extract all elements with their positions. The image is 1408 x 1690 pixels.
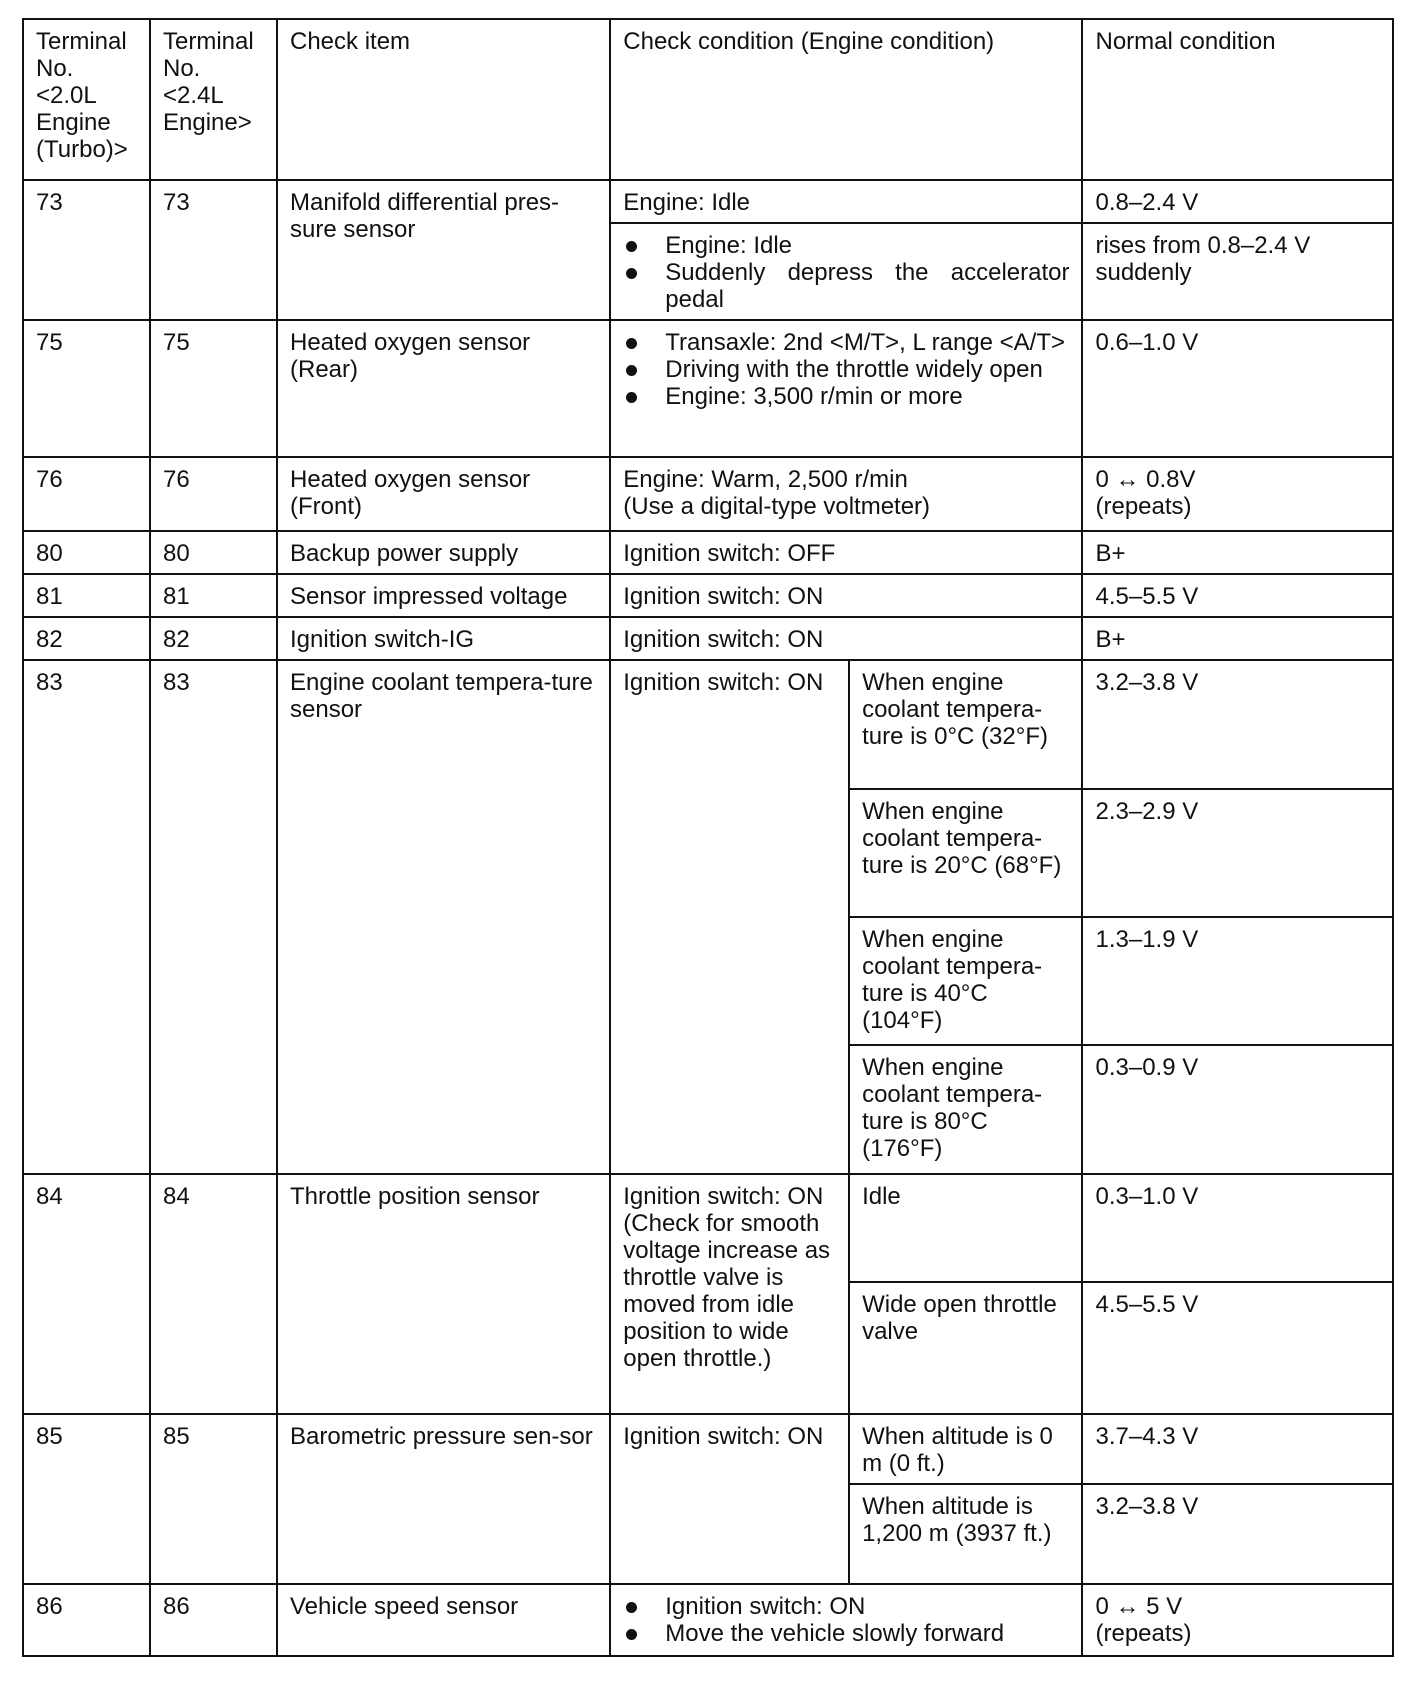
terminal-24l-cell: 82 (150, 617, 277, 660)
normal-condition-cell: 3.2–3.8 V (1082, 1484, 1393, 1584)
check-item-cell: Vehicle speed sensor (277, 1584, 610, 1656)
terminal-24l-cell: 73 (150, 180, 277, 320)
normal-condition-cell: 4.5–5.5 V (1082, 574, 1393, 617)
terminal-20l-cell: 80 (23, 531, 150, 574)
header-normal-condition: Normal condition (1082, 19, 1393, 180)
terminal-24l-cell: 76 (150, 457, 277, 531)
document-page (22, 18, 1394, 1657)
normal-condition-cell: 0.3–0.9 V (1082, 1045, 1393, 1174)
check-item-cell: Sensor impressed voltage (277, 574, 610, 617)
sub-condition-cell: When engine coolant tempera-ture is 20°C (68°F) (849, 789, 1082, 917)
table-row (23, 574, 1393, 617)
sub-condition-cell: When engine coolant tempera-ture is 80°C (176°F) (849, 1045, 1082, 1174)
list-item: Driving with the throttle widely open (623, 356, 1069, 383)
table-row (23, 531, 1393, 574)
check-condition-cell (610, 1584, 1082, 1656)
list-item: Move the vehicle slowly forward (623, 1620, 1069, 1647)
terminal-20l-cell: 86 (23, 1584, 150, 1656)
sub-condition-cell: When altitude is 0 m (0 ft.) (849, 1414, 1082, 1484)
check-item-cell: Throttle position sensor (277, 1174, 610, 1414)
table-row (23, 457, 1393, 531)
table-row (23, 660, 1393, 789)
check-condition-cell (610, 320, 1082, 457)
table-row (23, 320, 1393, 457)
table-row (23, 617, 1393, 660)
check-condition-cell: Ignition switch: ON (610, 1414, 849, 1584)
terminal-24l-cell: 83 (150, 660, 277, 1174)
terminal-20l-cell: 73 (23, 180, 150, 320)
normal-condition-cell: B+ (1082, 617, 1393, 660)
header-terminal-24l: Terminal No. <2.4L Engine> (150, 19, 277, 180)
terminal-20l-cell: 76 (23, 457, 150, 531)
check-condition-cell: Engine: Warm, 2,500 r/min (Use a digital-type voltmeter) (610, 457, 1082, 531)
normal-condition-cell: rises from 0.8–2.4 V suddenly (1082, 223, 1393, 320)
sub-condition-cell: When engine coolant tempera-ture is 0°C (32°F) (849, 660, 1082, 789)
terminal-20l-cell: 82 (23, 617, 150, 660)
normal-condition-cell: B+ (1082, 531, 1393, 574)
condition-list (623, 232, 1069, 313)
check-condition-cell: Ignition switch: OFF (610, 531, 1082, 574)
check-condition-cell: Ignition switch: ON (610, 574, 1082, 617)
terminal-20l-cell: 83 (23, 660, 150, 1174)
check-item-cell: Barometric pressure sen-sor (277, 1414, 610, 1584)
sub-condition-cell: When engine coolant tempera-ture is 40°C (104°F) (849, 917, 1082, 1045)
condition-list (623, 1593, 1069, 1647)
normal-condition-cell: 0.6–1.0 V (1082, 320, 1393, 457)
terminal-20l-cell: 85 (23, 1414, 150, 1584)
normal-condition-cell: 0.8–2.4 V (1082, 180, 1393, 223)
terminal-24l-cell: 75 (150, 320, 277, 457)
table-row (23, 1584, 1393, 1656)
table-row (23, 1414, 1393, 1484)
normal-condition-cell: 4.5–5.5 V (1082, 1282, 1393, 1414)
check-condition-cell: Ignition switch: ON (610, 660, 849, 1174)
terminal-24l-cell: 86 (150, 1584, 277, 1656)
check-item-cell: Heated oxygen sensor (Rear) (277, 320, 610, 457)
header-row (23, 19, 1393, 180)
normal-condition-cell: 3.2–3.8 V (1082, 660, 1393, 789)
list-item: Transaxle: 2nd <M/T>, L range <A/T> (623, 329, 1069, 356)
normal-condition-cell: 0.3–1.0 V (1082, 1174, 1393, 1282)
check-condition-cell: Engine: Idle (610, 180, 1082, 223)
check-item-cell: Ignition switch-IG (277, 617, 610, 660)
check-condition-cell (610, 223, 1082, 320)
check-item-cell: Backup power supply (277, 531, 610, 574)
list-item: Engine: Idle (623, 232, 1069, 259)
terminal-24l-cell: 85 (150, 1414, 277, 1584)
list-item: Ignition switch: ON (623, 1593, 1069, 1620)
check-item-cell: Manifold differential pres-sure sensor (277, 180, 610, 320)
terminal-24l-cell: 84 (150, 1174, 277, 1414)
terminal-24l-cell: 81 (150, 574, 277, 617)
condition-list (623, 329, 1069, 410)
sub-condition-cell: When altitude is 1,200 m (3937 ft.) (849, 1484, 1082, 1584)
table-row (23, 180, 1393, 223)
normal-condition-cell: 3.7–4.3 V (1082, 1414, 1393, 1484)
terminal-check-table (22, 18, 1394, 1657)
header-check-condition: Check condition (Engine condition) (610, 19, 1082, 180)
normal-condition-cell: 0 ↔ 5 V (repeats) (1082, 1584, 1393, 1656)
sub-condition-cell: Wide open throttle valve (849, 1282, 1082, 1414)
check-item-cell: Heated oxygen sensor (Front) (277, 457, 610, 531)
terminal-20l-cell: 84 (23, 1174, 150, 1414)
header-terminal-20l: Terminal No. <2.0L Engine (Turbo)> (23, 19, 150, 180)
sub-condition-cell: Idle (849, 1174, 1082, 1282)
normal-condition-cell: 1.3–1.9 V (1082, 917, 1393, 1045)
terminal-20l-cell: 75 (23, 320, 150, 457)
header-check-item: Check item (277, 19, 610, 180)
normal-condition-cell: 0 ↔ 0.8V (repeats) (1082, 457, 1393, 531)
check-condition-cell: Ignition switch: ON (Check for smooth voltage increase as throttle valve is moved from idle position to wide open throttle.) (610, 1174, 849, 1414)
terminal-20l-cell: 81 (23, 574, 150, 617)
list-item: Suddenly depress the accelerator pedal (623, 259, 1069, 313)
terminal-24l-cell: 80 (150, 531, 277, 574)
check-condition-cell: Ignition switch: ON (610, 617, 1082, 660)
normal-condition-cell: 2.3–2.9 V (1082, 789, 1393, 917)
table-row (23, 1174, 1393, 1282)
list-item: Engine: 3,500 r/min or more (623, 383, 1069, 410)
check-item-cell: Engine coolant tempera-ture sensor (277, 660, 610, 1174)
